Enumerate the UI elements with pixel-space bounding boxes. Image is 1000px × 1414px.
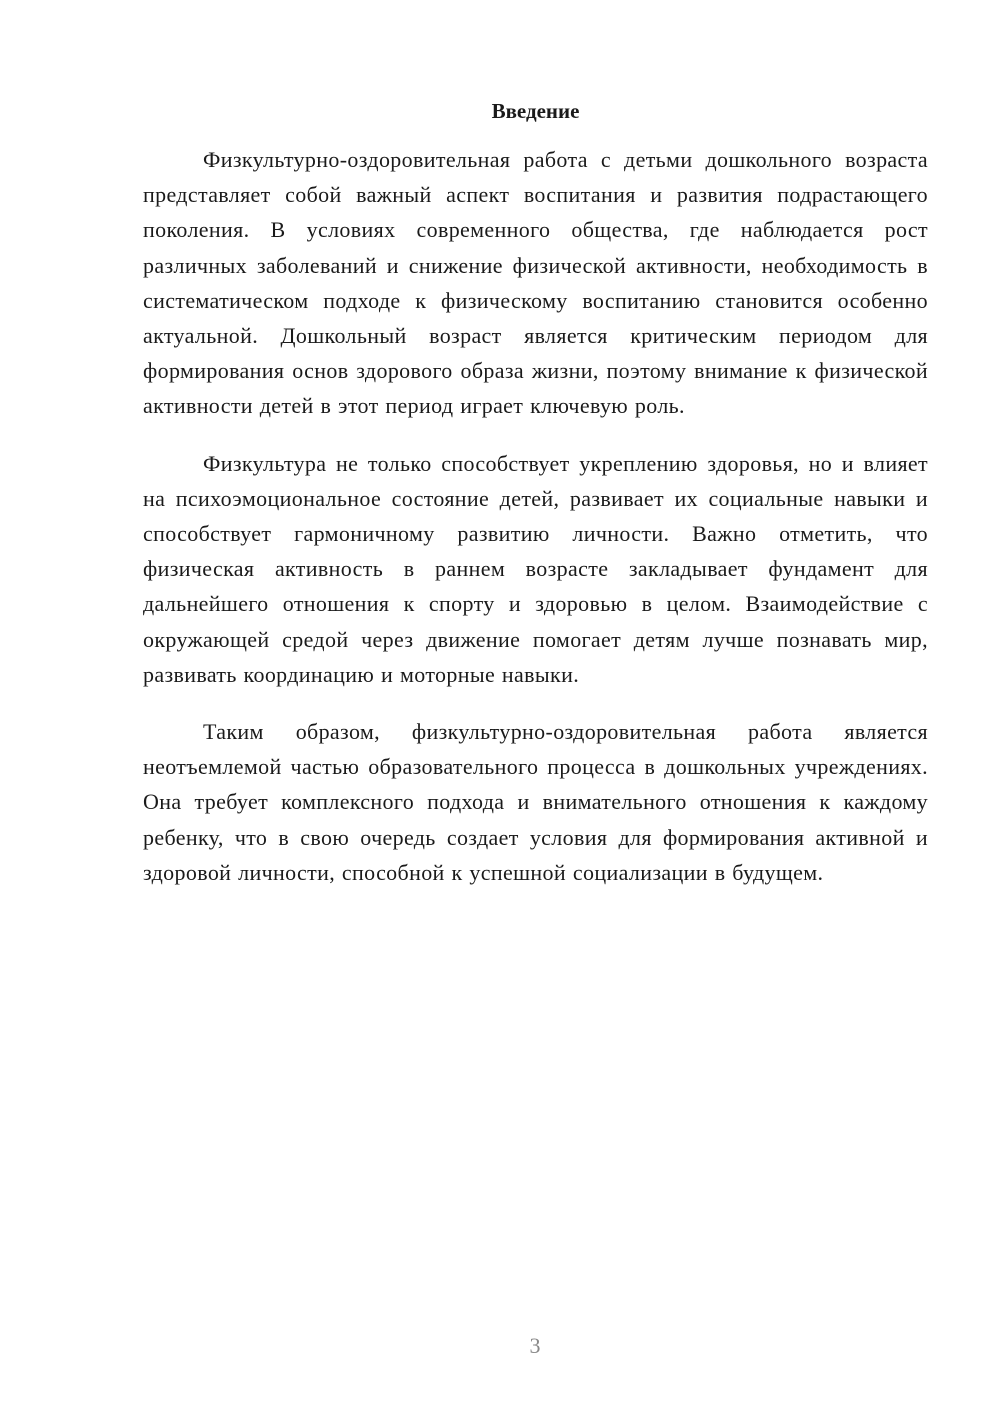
paragraph-1: Физкультурно-оздоровительная работа с детьми дошкольного возраста представляет собой важный аспект воспитания и развития подрастающего поколения. В условиях современного общества, где наблюдается рост различных заболеваний и снижение физической активности, необходимость в систематическом подходе к физическому воспитанию становится особенно актуальной. Дошкольный возраст является критическим периодом для формирования основ здорового образа жизни, поэтому внимание к физической активности детей в этот период играет ключевую роль. (143, 147, 928, 419)
section-heading: Введение (491, 99, 580, 123)
body-text (143, 142, 928, 912)
page-number: 3 (529, 1333, 541, 1358)
paragraph-2: Физкультура не только способствует укреплению здоровья, но и влияет на психоэмоциональное состояние детей, развивает их социальные навыки и способствует гармоничному развитию личности. Важно отметить, что физическая активность в раннем возрасте закладывает фундамент для дальнейшего отношения к спорту и здоровью в целом. Взаимодействие с окружающей средой через движение помогает детям лучше познавать мир, развивать координацию и моторные навыки. (143, 450, 928, 687)
paragraph-3: Таким образом, физкультурно-оздоровительная работа является неотъемлемой частью образовательного процесса в дошкольных учреждениях. Она требует комплексного подхода и внимательного отношения к каждому ребенку, что в свою очередь создает условия для формирования активной и здоровой личности, способной к успешной социализации в будущем. (143, 719, 928, 885)
